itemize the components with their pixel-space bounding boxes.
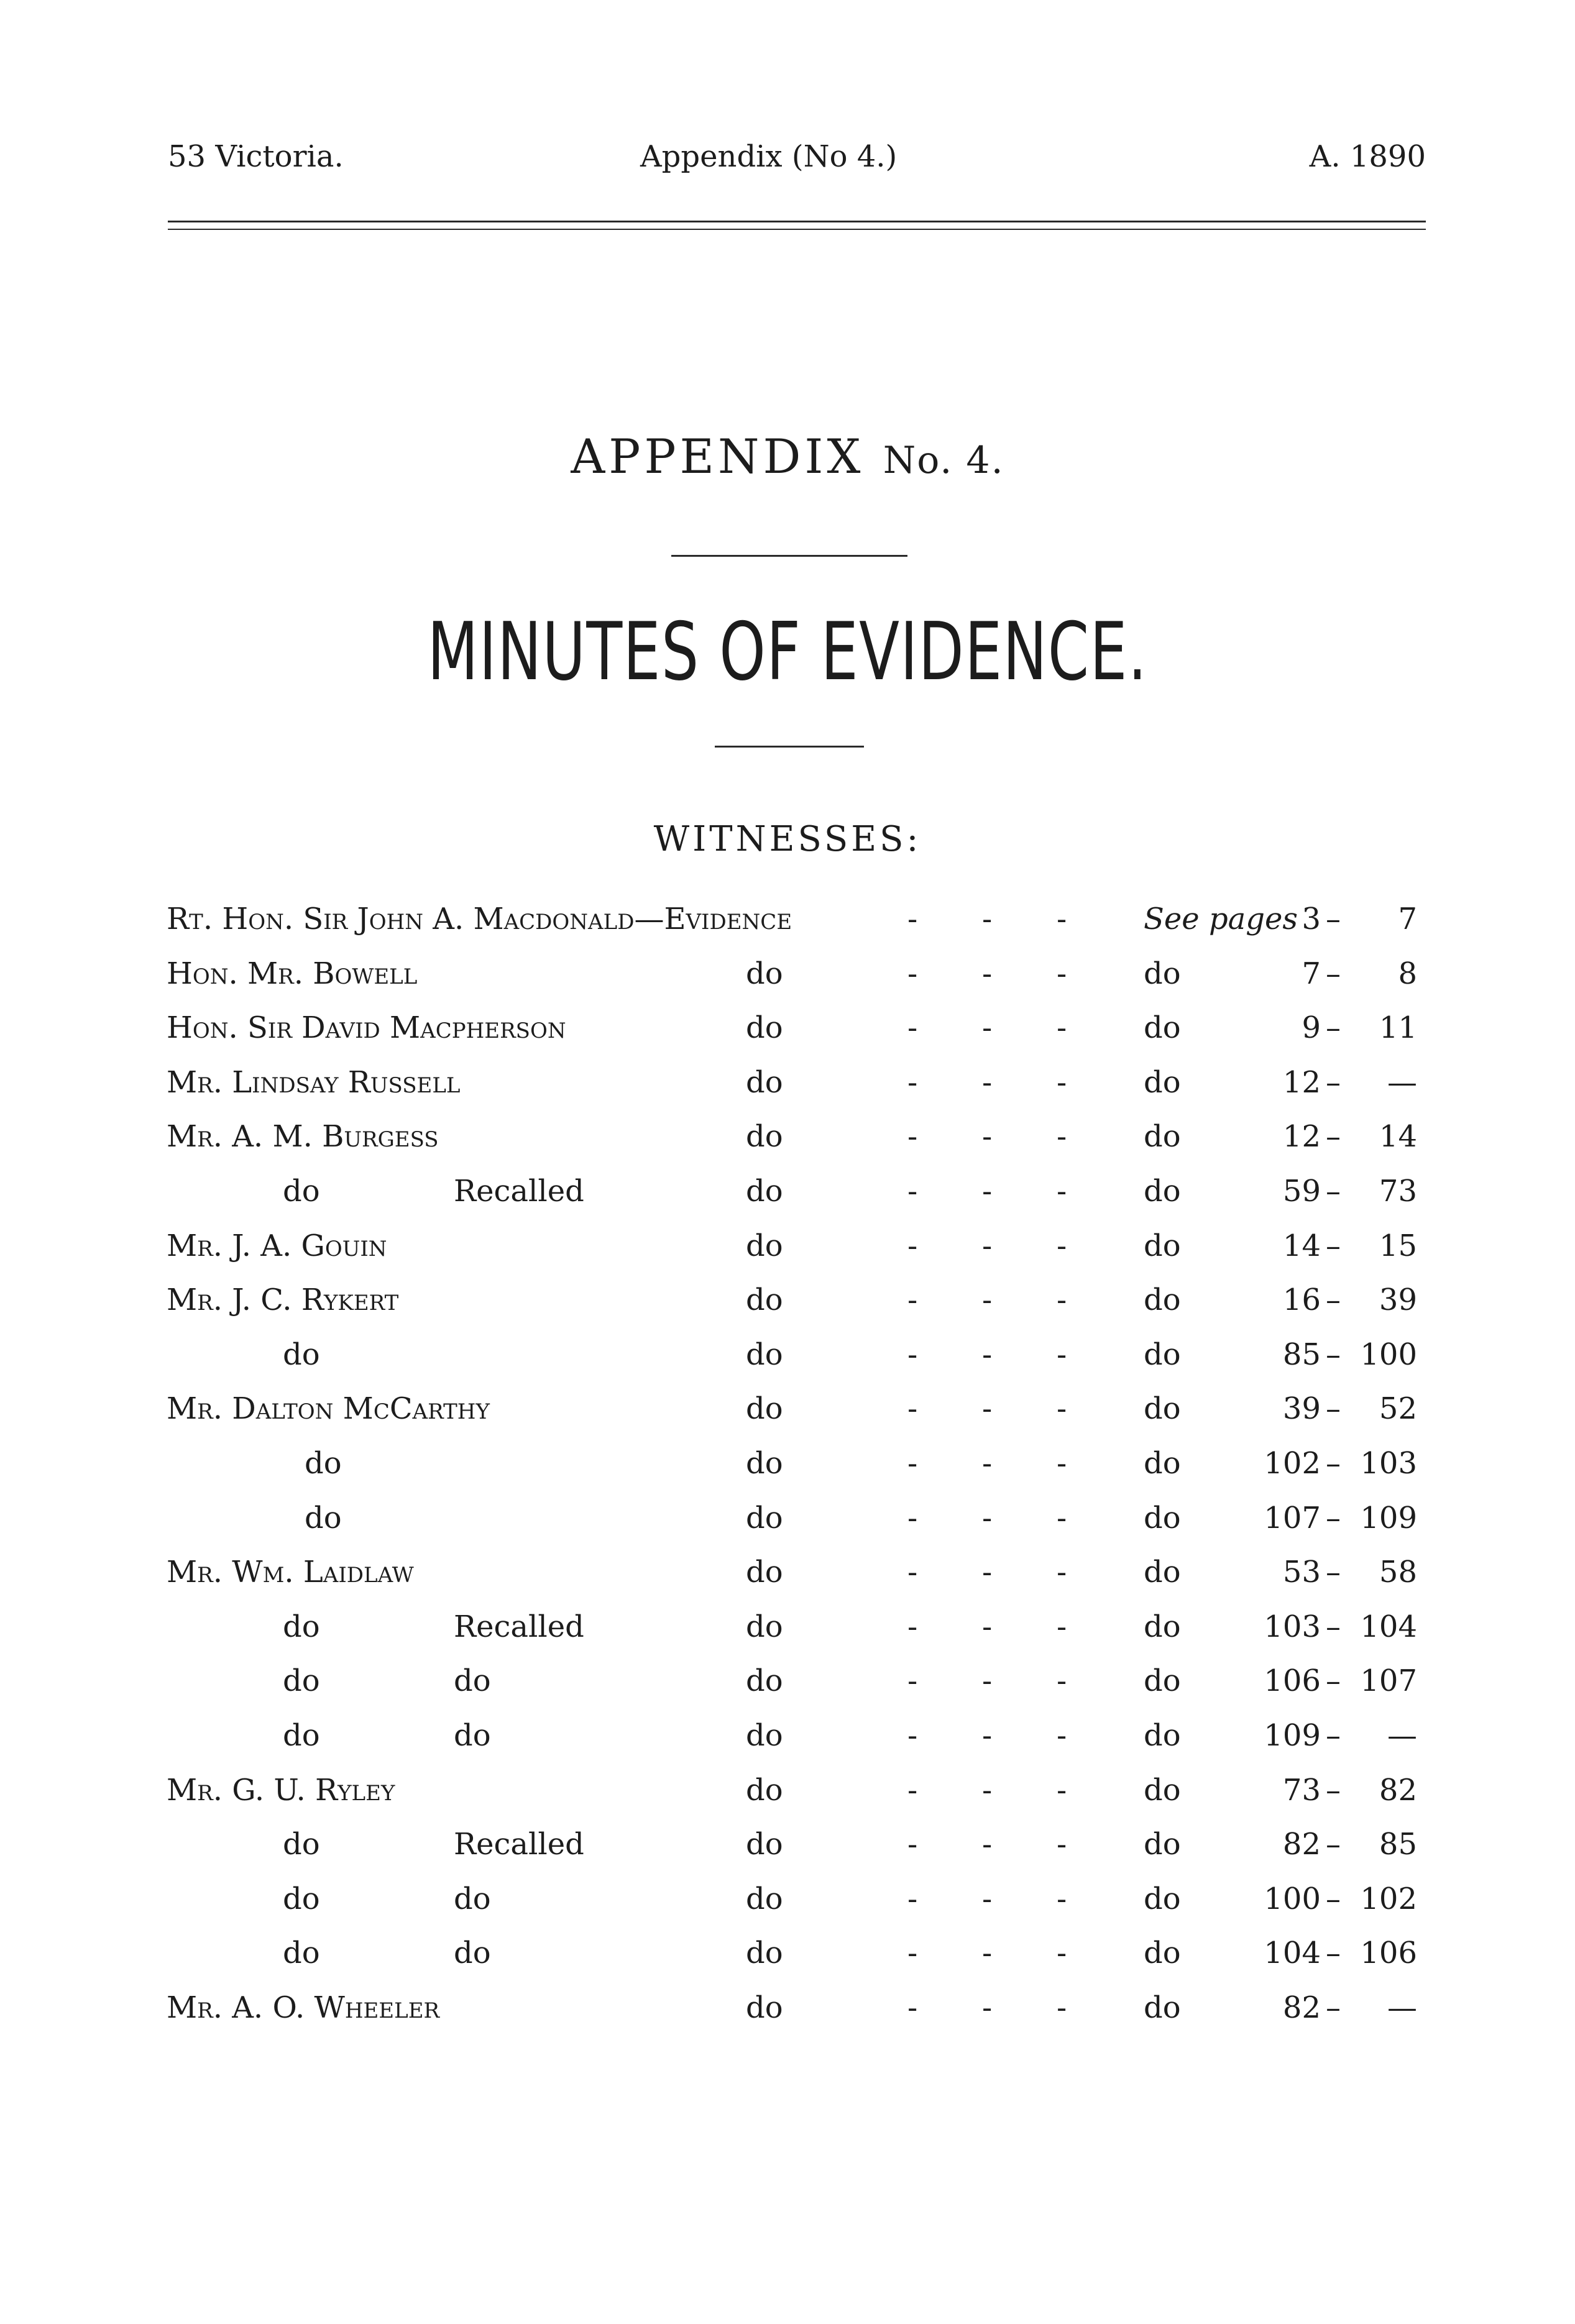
witness-row	[0, 1938, 1575, 1988]
page-range-separator: –	[1326, 1555, 1341, 1590]
page-to: 39	[1379, 1283, 1417, 1317]
page-range-separator: –	[1326, 1718, 1341, 1753]
witness-name: do	[283, 1882, 320, 1916]
leader-dash: -	[1057, 1119, 1067, 1154]
leader-dash: -	[982, 1773, 993, 1808]
witness-name: do	[283, 1337, 320, 1372]
page-to: 73	[1379, 1174, 1417, 1209]
witness-see-pages: do	[1144, 1882, 1181, 1916]
page-from: 82	[1282, 1827, 1321, 1862]
leader-dash: -	[1057, 956, 1067, 991]
witness-name: Mr. Wm. Laidlaw	[167, 1555, 414, 1590]
witness-evidence: do	[746, 1555, 783, 1590]
witness-evidence: do	[746, 1065, 783, 1100]
witnesses-heading: WITNESSES:	[653, 819, 922, 859]
leader-dash: -	[982, 956, 993, 991]
leader-dash: -	[982, 1010, 993, 1045]
witness-see-pages: do	[1144, 1228, 1181, 1263]
header-double-rule-bottom	[168, 229, 1426, 230]
leader-dash: -	[907, 1119, 918, 1154]
witness-see-pages: do	[1144, 1663, 1181, 1698]
page-to: 109	[1360, 1501, 1417, 1535]
leader-dash: -	[1057, 1283, 1067, 1317]
witness-evidence: do	[746, 1501, 783, 1535]
page-range-separator: –	[1326, 1010, 1341, 1045]
witness-evidence: do	[746, 1228, 783, 1263]
page-from: 53	[1282, 1555, 1321, 1590]
witness-row	[0, 956, 1575, 1009]
leader-dash: -	[907, 1555, 918, 1590]
witness-name: Mr. A. O. Wheeler	[167, 1990, 440, 2025]
page-range-separator: –	[1326, 902, 1341, 936]
leader-dash: -	[1057, 902, 1067, 936]
witness-row	[0, 1718, 1575, 1770]
witness-name: Mr. Dalton McCarthy	[167, 1391, 490, 1426]
title-divider-2	[715, 746, 864, 748]
witness-see-pages: do	[1144, 1337, 1181, 1372]
leader-dash: -	[1057, 1555, 1067, 1590]
witness-evidence: do	[746, 1936, 783, 1970]
page-from: 39	[1282, 1391, 1321, 1426]
page-header-left: 53 Victoria.	[168, 139, 344, 174]
witness-name: do	[305, 1446, 342, 1481]
witness-row	[0, 1228, 1575, 1281]
page-to: —	[1387, 1990, 1417, 2025]
leader-dash: -	[907, 1391, 918, 1426]
witness-name: Rt. Hon. Sir John A. Macdonald—Evidence	[167, 902, 792, 936]
page-to: 107	[1360, 1663, 1417, 1698]
witness-row	[0, 1285, 1575, 1335]
witness-see-pages: do	[1144, 1990, 1181, 2025]
leader-dash: -	[907, 1773, 918, 1808]
page-from: 109	[1264, 1718, 1321, 1753]
witness-see-pages: do	[1144, 1501, 1181, 1535]
page-from: 73	[1282, 1773, 1321, 1808]
leader-dash: -	[1057, 1228, 1067, 1263]
page-from: 100	[1264, 1882, 1321, 1916]
page-from: 104	[1264, 1936, 1321, 1970]
witness-note: Recalled	[454, 1827, 584, 1862]
witness-name: Mr. Lindsay Russell	[167, 1065, 461, 1100]
page-range-separator: –	[1326, 1827, 1341, 1862]
witness-name: Mr. J. A. Gouin	[167, 1228, 387, 1263]
leader-dash: -	[1057, 1609, 1067, 1644]
witness-row	[0, 1775, 1575, 1825]
witness-see-pages: do	[1144, 1174, 1181, 1209]
appendix-title	[0, 429, 1575, 484]
witness-name: do	[283, 1663, 320, 1698]
leader-dash: -	[907, 1283, 918, 1317]
witness-evidence: do	[746, 1119, 783, 1154]
leader-dash: -	[907, 1718, 918, 1753]
leader-dash: -	[982, 1663, 993, 1698]
witness-name: Hon. Mr. Bowell	[167, 956, 418, 991]
witness-evidence: do	[746, 1283, 783, 1317]
witness-name: do	[283, 1936, 320, 1970]
page-range-separator: –	[1326, 1773, 1341, 1808]
leader-dash: -	[1057, 1010, 1067, 1045]
witness-note: do	[454, 1936, 491, 1970]
page-to: —	[1387, 1065, 1417, 1100]
page-to: 15	[1379, 1228, 1417, 1263]
leader-dash: -	[982, 1501, 993, 1535]
witness-row	[0, 904, 1575, 954]
leader-dash: -	[982, 1119, 993, 1154]
witness-name: do	[283, 1827, 320, 1862]
page-to: 100	[1360, 1337, 1417, 1372]
leader-dash: -	[1057, 1391, 1067, 1426]
witness-row	[0, 1176, 1575, 1226]
witness-row	[0, 1391, 1575, 1443]
leader-dash: -	[907, 1337, 918, 1372]
witness-see-pages: See pages	[1144, 902, 1298, 936]
witness-row	[0, 1448, 1575, 1498]
page-range-separator: –	[1326, 1065, 1341, 1100]
witness-see-pages: do	[1144, 1609, 1181, 1644]
page-range-separator: –	[1326, 1663, 1341, 1698]
leader-dash: -	[1057, 1990, 1067, 2025]
page-from: 82	[1282, 1990, 1321, 2025]
leader-dash: -	[907, 1663, 918, 1698]
page-to: 106	[1360, 1936, 1417, 1970]
page-range-separator: –	[1326, 1228, 1341, 1263]
witness-name: do	[283, 1174, 320, 1209]
witness-row	[0, 1503, 1575, 1553]
leader-dash: -	[1057, 1501, 1067, 1535]
page-from: 12	[1282, 1119, 1321, 1154]
page-from: 14	[1282, 1228, 1321, 1263]
witness-name: do	[305, 1501, 342, 1535]
leader-dash: -	[1057, 1882, 1067, 1916]
leader-dash: -	[907, 1936, 918, 1970]
witness-row	[0, 1829, 1575, 1879]
witness-see-pages: do	[1144, 1446, 1181, 1481]
leader-dash: -	[907, 1827, 918, 1862]
appendix-title-number: No. 4.	[883, 439, 1004, 482]
leader-dash: -	[907, 1990, 918, 2025]
page-to: 85	[1379, 1827, 1417, 1862]
witness-name: Mr. A. M. Burgess	[167, 1119, 439, 1154]
leader-dash: -	[907, 1065, 918, 1100]
witness-row	[0, 1990, 1575, 2043]
leader-dash: -	[907, 902, 918, 936]
witness-evidence: do	[746, 956, 783, 991]
witness-evidence: do	[746, 1174, 783, 1209]
leader-dash: -	[907, 1446, 918, 1481]
witness-row	[0, 1119, 1575, 1171]
leader-dash: -	[1057, 1337, 1067, 1372]
witness-evidence: do	[746, 1337, 783, 1372]
page-to: 8	[1398, 956, 1417, 991]
leader-dash: -	[907, 1609, 918, 1644]
leader-dash: -	[907, 1501, 918, 1535]
witness-see-pages: do	[1144, 1010, 1181, 1045]
leader-dash: -	[907, 1228, 918, 1263]
page-from: 7	[1302, 956, 1321, 991]
leader-dash: -	[1057, 1936, 1067, 1970]
leader-dash: -	[1057, 1827, 1067, 1862]
leader-dash: -	[982, 1391, 993, 1426]
witness-evidence: do	[746, 1990, 783, 2025]
page-from: 85	[1282, 1337, 1321, 1372]
page-range-separator: –	[1326, 1283, 1341, 1317]
page-from: 16	[1282, 1283, 1321, 1317]
page-range-separator: –	[1326, 1501, 1341, 1535]
witness-note: Recalled	[454, 1609, 584, 1644]
leader-dash: -	[1057, 1174, 1067, 1209]
witness-evidence: do	[746, 1609, 783, 1644]
leader-dash: -	[1057, 1446, 1067, 1481]
page-from: 3	[1302, 902, 1321, 936]
page-range-separator: –	[1326, 1391, 1341, 1426]
leader-dash: -	[982, 1174, 993, 1209]
leader-dash: -	[982, 902, 993, 936]
header-double-rule-top	[168, 221, 1426, 222]
page-header-center: Appendix (No 4.)	[640, 139, 898, 174]
witness-name: Mr. G. U. Ryley	[167, 1773, 395, 1808]
page-to: 14	[1379, 1119, 1417, 1154]
title-divider-1	[671, 555, 907, 557]
witness-row	[0, 1663, 1575, 1716]
witness-row	[0, 1010, 1575, 1063]
page-to: 7	[1398, 902, 1417, 936]
witness-see-pages: do	[1144, 1936, 1181, 1970]
leader-dash: -	[982, 1990, 993, 2025]
witness-row	[0, 1609, 1575, 1662]
page-to: —	[1387, 1718, 1417, 1753]
page-range-separator: –	[1326, 1119, 1341, 1154]
leader-dash: -	[982, 1337, 993, 1372]
appendix-title-main: APPENDIX	[571, 429, 883, 484]
witness-evidence: do	[746, 1391, 783, 1426]
page-range-separator: –	[1326, 1174, 1341, 1209]
page-from: 103	[1264, 1609, 1321, 1644]
page-range-separator: –	[1326, 1446, 1341, 1481]
page-to: 104	[1360, 1609, 1417, 1644]
witness-row	[0, 1557, 1575, 1607]
witness-evidence: do	[746, 1827, 783, 1862]
witness-evidence: do	[746, 1718, 783, 1753]
witness-evidence: do	[746, 1010, 783, 1045]
leader-dash: -	[982, 1228, 993, 1263]
leader-dash: -	[907, 1882, 918, 1916]
witness-see-pages: do	[1144, 1827, 1181, 1862]
leader-dash: -	[982, 1827, 993, 1862]
witness-row	[0, 1337, 1575, 1389]
page-from: 59	[1282, 1174, 1321, 1209]
page-range-separator: –	[1326, 1990, 1341, 2025]
page-to: 11	[1379, 1010, 1417, 1045]
leader-dash: -	[1057, 1065, 1067, 1100]
leader-dash: -	[982, 1065, 993, 1100]
witness-name: Hon. Sir David Macpherson	[167, 1010, 566, 1045]
leader-dash: -	[1057, 1663, 1067, 1698]
leader-dash: -	[1057, 1773, 1067, 1808]
page-from: 106	[1264, 1663, 1321, 1698]
witness-row	[0, 1884, 1575, 1934]
page-from: 12	[1282, 1065, 1321, 1100]
witness-row	[0, 1065, 1575, 1117]
witness-evidence: do	[746, 1773, 783, 1808]
witness-see-pages: do	[1144, 956, 1181, 991]
leader-dash: -	[1057, 1718, 1067, 1753]
witness-name: do	[283, 1609, 320, 1644]
page-to: 52	[1379, 1391, 1417, 1426]
page-range-separator: –	[1326, 956, 1341, 991]
page-range-separator: –	[1326, 1609, 1341, 1644]
witness-name: Mr. J. C. Rykert	[167, 1283, 399, 1317]
leader-dash: -	[982, 1609, 993, 1644]
witness-evidence: do	[746, 1663, 783, 1698]
page-range-separator: –	[1326, 1882, 1341, 1916]
page-range-separator: –	[1326, 1936, 1341, 1970]
witness-note: Recalled	[454, 1174, 584, 1209]
witness-see-pages: do	[1144, 1065, 1181, 1100]
leader-dash: -	[982, 1718, 993, 1753]
witness-see-pages: do	[1144, 1555, 1181, 1590]
page-to: 103	[1360, 1446, 1417, 1481]
witness-evidence: do	[746, 1446, 783, 1481]
witness-name: do	[283, 1718, 320, 1753]
witness-evidence: do	[746, 1882, 783, 1916]
page-range-separator: –	[1326, 1337, 1341, 1372]
leader-dash: -	[907, 1010, 918, 1045]
witness-see-pages: do	[1144, 1718, 1181, 1753]
witness-note: do	[454, 1882, 491, 1916]
witness-see-pages: do	[1144, 1773, 1181, 1808]
witness-see-pages: do	[1144, 1283, 1181, 1317]
witness-note: do	[454, 1718, 491, 1753]
page-from: 9	[1302, 1010, 1321, 1045]
leader-dash: -	[907, 1174, 918, 1209]
leader-dash: -	[982, 1446, 993, 1481]
minutes-title: MINUTES OF EVIDENCE.	[427, 606, 1148, 698]
page-to: 102	[1360, 1882, 1417, 1916]
page-from: 102	[1264, 1446, 1321, 1481]
page-header-right: A. 1890	[1309, 139, 1426, 174]
witness-see-pages: do	[1144, 1119, 1181, 1154]
leader-dash: -	[982, 1555, 993, 1590]
leader-dash: -	[982, 1936, 993, 1970]
witness-see-pages: do	[1144, 1391, 1181, 1426]
leader-dash: -	[982, 1283, 993, 1317]
leader-dash: -	[907, 956, 918, 991]
witness-note: do	[454, 1663, 491, 1698]
page-to: 58	[1379, 1555, 1417, 1590]
leader-dash: -	[982, 1882, 993, 1916]
page-to: 82	[1379, 1773, 1417, 1808]
page-from: 107	[1264, 1501, 1321, 1535]
